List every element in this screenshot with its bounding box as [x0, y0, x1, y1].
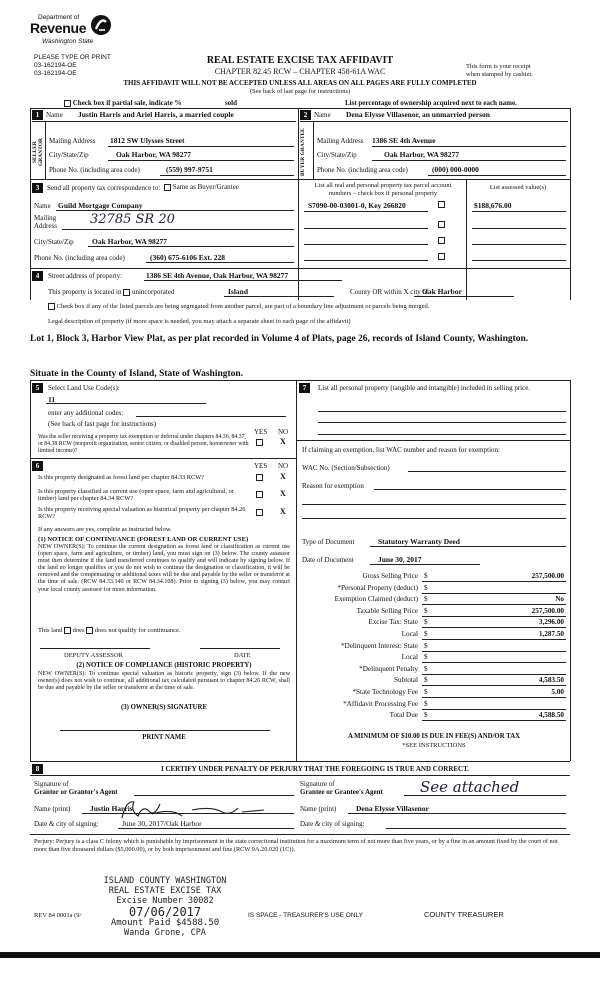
seller-address-label: Mailing Address [49, 137, 96, 145]
seller-address[interactable]: 1812 SW Ulysses Street [110, 136, 185, 145]
corr-name-label: Name [34, 202, 51, 210]
see-instructions: *SEE INSTRUCTIONS [402, 742, 466, 749]
legal-description[interactable]: Lot 1, Block 3, Harbor View Plat, as per plat recorded in Volume 4 of Plats, page 26, records of Island County, Washington. [30, 334, 529, 344]
county-treasurer-label: COUNTY TREASURER [424, 910, 504, 919]
buyer-city-label: City/State/Zip [317, 151, 357, 159]
notice-2-title: (2) NOTICE OF COMPLIANCE (HISTORIC PROPERTY) [76, 662, 252, 669]
s6-yes-header: YES [254, 462, 268, 470]
legal-label: Legal description of property (if more space is needed, you may attach a separate sheet to each page of the affidavit) [48, 318, 351, 325]
section-3-number: 3 [32, 183, 43, 193]
dept-state: Washington State [42, 38, 94, 45]
ownership-note: List percentage of ownership acquired next to each name. [345, 99, 517, 107]
corr-phone[interactable]: (360) 675-6106 Ext. 228 [150, 253, 225, 262]
s6-q1-yes-checkbox[interactable] [256, 474, 263, 481]
grantor-sig-label-2: Grantor or Grantor's Agent [34, 788, 118, 796]
calc-value[interactable]: 3,296.00 [538, 618, 564, 627]
section-6-number: 6 [32, 461, 43, 471]
dept-name: Revenue [30, 20, 87, 36]
calc-value[interactable]: 5.00 [551, 687, 564, 696]
partial-sale-row [64, 99, 237, 107]
does-not-checkbox[interactable] [86, 627, 93, 634]
receipt-line-1: This form is your receipt [466, 63, 531, 70]
calc-currency: $ [424, 676, 428, 685]
calc-value[interactable]: 1,287.50 [538, 629, 564, 638]
form-title: REAL ESTATE EXCISE TAX AFFIDAVIT [206, 55, 394, 66]
grantor-name[interactable]: Justin Harris [90, 804, 133, 813]
parcel-personal-checkbox-2[interactable] [438, 221, 445, 228]
corr-city[interactable]: Oak Harbor, WA 98277 [92, 237, 168, 246]
s6-if-yes: If any answers are yes, complete as instructed below. [38, 526, 172, 533]
calc-label: *State Technology Fee [352, 687, 418, 696]
same-as-buyer-checkbox[interactable] [164, 184, 171, 191]
doc-type[interactable]: Statutory Warranty Deed [378, 537, 460, 546]
calc-currency: $ [424, 664, 428, 673]
doc-date-label: Date of Document [302, 556, 354, 564]
s6-no-header: NO [278, 462, 289, 470]
calc-currency: $ [424, 629, 428, 638]
land-use-yes-header: YES [254, 428, 268, 436]
calc-label: *Delinquent Penalty [359, 664, 418, 673]
print-name-label: PRINT NAME [142, 734, 186, 741]
buyer-side-label: BUYER GRANTEE [300, 128, 306, 176]
seller-phone-label: Phone No. (including area code) [49, 166, 140, 174]
this-land-label: This land [38, 627, 63, 634]
section-1-number: 1 [32, 110, 43, 120]
s6-question-3: Is this property receiving special valuation as historical property per chapter 84.26 RCW? [38, 506, 246, 520]
seller-city[interactable]: Oak Harbor, WA 98277 [116, 150, 192, 159]
section-5-number: 5 [32, 383, 43, 393]
stamp-date: 07/06/2017 [128, 905, 202, 919]
section-8-number: 8 [32, 764, 43, 774]
land-use-see-back: (See back of last page for instructions) [48, 420, 157, 428]
located-row [48, 288, 174, 296]
grantor-name-label: Name (print) [34, 805, 71, 813]
segregated-label: Check box if any of the listed parcels are being segregated from another parcel, are part of a boundary line adjustment or parcels being merged. [56, 303, 430, 310]
dept-line: Department of [38, 14, 80, 21]
form-number-2: 03-162194-OE [34, 70, 77, 77]
grantor-sig-label-1: Signature of [34, 780, 69, 788]
street-label: Street address of property: [48, 272, 123, 280]
s6-q2-yes-checkbox[interactable] [256, 491, 263, 498]
calc-currency: $ [424, 583, 428, 592]
calc-row [300, 607, 566, 619]
s6-question-1: Is this property designated as forest land per chapter 84.33 RCW? [38, 474, 204, 481]
page-bottom-rule [0, 952, 600, 958]
parcel-personal-checkbox-4[interactable] [438, 253, 445, 260]
grantor-date[interactable]: June 30, 2017/Oak Harbor [122, 819, 202, 828]
calc-currency: $ [424, 572, 428, 580]
calc-table [300, 572, 566, 723]
doc-type-label: Type of Document [302, 538, 355, 546]
section-4-number: 4 [32, 271, 43, 281]
calc-value[interactable]: No [555, 595, 564, 604]
warning-line: THIS AFFIDAVIT WILL NOT BE ACCEPTED UNLESS ALL AREAS ON ALL PAGES ARE FULLY COMPLETED [123, 79, 477, 87]
rev-form-number: REV 84 0001a (9/ [34, 912, 82, 919]
same-as-buyer-label: Same as Buyer/Grantee [172, 183, 239, 191]
calc-row [300, 618, 566, 630]
calc-value[interactable]: 257,500.00 [531, 606, 564, 615]
sold-label: sold [224, 99, 238, 107]
same-as-buyer-row [164, 183, 239, 191]
calc-currency: $ [424, 618, 428, 627]
notice-2-body: NEW OWNER(S): To continue special valuation as historic property, sign (3) below. If the new owner(s) does not wish to continue, all additional tax calculated pursuant to chapter 84.26 RCW, shall be due and payable by the seller or transferor at the time of sale. [38, 671, 290, 692]
calc-currency: $ [424, 687, 428, 696]
notice-1-title: (1) NOTICE OF CONTINUANCE (FOREST LAND OR CURRENT USE) [38, 536, 249, 543]
unincorporated-checkbox[interactable] [123, 289, 130, 296]
owner-signature-label: (3) OWNER(S) SIGNATURE [121, 704, 207, 711]
perjury-notice: Perjury: Perjury is a class C felony which is punishable by imprisonment in the state correctional institution for a maximum term of not more than five years, or by a fine in an amount fixed by the court of not more than five thousand dollars ($5,000.00), or by both imprisonment and fine (RCW 9A.20.020 (1C)). [34, 838, 558, 853]
segregated-row [48, 303, 429, 310]
property-county[interactable]: Island [228, 287, 249, 296]
dor-seal-icon [90, 14, 112, 36]
calc-label: Exemption Claimed (deduct) [334, 595, 418, 604]
seller-phone[interactable]: (559) 997-9751 [166, 165, 213, 174]
calc-row [300, 595, 566, 607]
seller-side-label: SELLER GRANTOR [32, 138, 44, 167]
form-number-1: 03-162194-OE [34, 62, 77, 69]
send-correspondence-label: Send all property tax correspondence to: [47, 184, 161, 192]
land-use-label: Select Land Use Code(s): [48, 384, 120, 392]
grantee-date-label: Date & city of signing: [300, 820, 365, 828]
corr-name[interactable]: Guild Mortgage Company [58, 201, 143, 210]
minimum-notice: A MINIMUM OF $10.00 IS DUE IN FEE(S) AND/OR TAX [347, 733, 521, 740]
exemption-no-answer[interactable]: X [280, 437, 286, 446]
stamp-line-1: ISLAND COUNTY WASHINGTON [103, 876, 227, 886]
s6-q3-no-answer[interactable]: X [280, 507, 286, 516]
grantee-signature-handwritten[interactable]: See attached [420, 778, 520, 796]
dor-logo [30, 14, 120, 50]
calc-row [300, 584, 566, 596]
calc-currency: $ [424, 653, 428, 662]
additional-codes-label: enter any additional codes: [48, 409, 124, 417]
continuance-row [38, 627, 181, 634]
calc-value[interactable]: 4,588.50 [538, 711, 564, 720]
receipt-line-2: when stamped by cashier. [466, 71, 533, 78]
section-2-number: 2 [300, 110, 311, 120]
exemption-claim-label: If claiming an exemption, list WAC number and reason for exemption: [302, 446, 500, 454]
calc-row [300, 653, 566, 665]
assessed-value[interactable]: $188,676.00 [474, 201, 512, 210]
notice-1-body: NEW OWNER(S): To continue the current designation as forest land or classification as current use (open space, farm and agriculture, or timber) land, you must sign on (3) below. The county assessor must then determine if the land transferred continues to qualify and will indicate by signing below. If the land no longer qualifies or you do not wish to continue the designation or classification, it will be removed and the compensating or additional taxes will be due and payable by the seller or transferor at the time of sale. (RCW 84.33.140 or RCW 84.34.108). Prior to signing (3) below, you may contact your local county assessor for more information. [38, 544, 290, 593]
s6-q2-no-answer[interactable]: X [280, 489, 286, 498]
calc-row [300, 572, 566, 584]
calc-label: *Affidavit Processing Fee [343, 699, 418, 708]
certify-statement: I CERTIFY UNDER PENALTY OF PERJURY THAT THE FOREGOING IS TRUE AND CORRECT. [160, 765, 469, 773]
segregated-checkbox[interactable] [48, 303, 55, 310]
stamp-line-2: REAL ESTATE EXCISE TAX [108, 886, 222, 896]
property-city[interactable]: Oak Harbor [422, 287, 462, 296]
calc-row [300, 642, 566, 654]
calc-row [300, 688, 566, 700]
land-use-no-header: NO [278, 428, 289, 436]
treasurer-stamp [80, 876, 250, 938]
calc-label: Local [401, 629, 418, 638]
buyer-address[interactable]: 1386 SE 4th Avenue [372, 136, 436, 145]
parcel-personal-checkbox-1[interactable] [438, 201, 445, 208]
doc-date[interactable]: June 30, 2017 [378, 555, 422, 564]
calc-row [300, 711, 566, 723]
reason-label: Reason for exemption [302, 482, 364, 490]
calc-currency: $ [424, 711, 428, 720]
buyer-city[interactable]: Oak Harbor, WA 98277 [384, 150, 460, 159]
property-street[interactable]: 1386 SE 4th Avenue, Oak Harbor, WA 98277 [146, 271, 289, 280]
exemption-question: Was the seller receiving a property tax exemption or deferral under chapters 84.36, 84.37, or 84.38 RCW (nonprofit organization, senior citizen, or disabled person, homeowner with limited income)? [38, 434, 249, 454]
corr-city-label: City/State/Zip [34, 238, 74, 246]
calc-row [300, 665, 566, 677]
grantor-date-label: Date & city of signing: [34, 820, 99, 828]
does-not-label: does not qualify for continuance. [94, 627, 181, 634]
calc-label: Taxable Selling Price [356, 606, 418, 615]
does-label: does [72, 627, 85, 634]
grantee-sig-label-1: Signature of [300, 780, 335, 788]
corr-address-label: Address [34, 222, 57, 230]
parcel-number[interactable]: S7090-00-03001-0, Key 266820 [308, 201, 406, 210]
section-7-number: 7 [299, 383, 310, 393]
stamp-excise-number: Excise Number 30082 [116, 896, 214, 906]
form-chapter: CHAPTER 82.45 RCW – CHAPTER 458-61A WAC [214, 67, 386, 76]
does-checkbox[interactable] [64, 627, 71, 634]
grantee-name-label: Name (print) [300, 805, 337, 813]
partial-sale-checkbox[interactable] [64, 100, 71, 107]
grantee-name[interactable]: Dena Elysse Villasenor [356, 804, 429, 813]
calc-row [300, 700, 566, 712]
calc-label: *Delinquent Interest: State [340, 641, 418, 650]
partial-sale-label: Check box if partial sale, indicate % [72, 99, 182, 107]
unincorporated-label: unincorporated [131, 288, 175, 296]
corr-mailing-label: Mailing [34, 214, 57, 222]
parcel-personal-checkbox-3[interactable] [438, 237, 445, 244]
calc-label: Total Due [389, 711, 418, 720]
deputy-assessor-label: DEPUTY ASSESSOR [64, 652, 123, 659]
seller-name-label: Name [46, 111, 63, 119]
seller-city-label: City/State/Zip [49, 151, 89, 159]
stamp-cashier: Wanda Grone, CPA [124, 928, 206, 938]
calc-row [300, 676, 566, 688]
s6-q1-no-answer[interactable]: X [280, 472, 286, 481]
treasurer-use-only: IS SPACE - TREASURER'S USE ONLY [248, 912, 364, 919]
located-label: This property is located in [48, 288, 122, 296]
buyer-name-label: Name [314, 111, 331, 119]
calc-value[interactable]: 257,500.00 [531, 572, 564, 580]
seller-name[interactable]: Justin Harris and Ariel Harris, a married couple [78, 110, 234, 119]
assessor-date-label: DATE [234, 652, 251, 659]
see-back-line: (See back of last page for instructions) [249, 88, 351, 95]
exemption-yes-checkbox[interactable] [256, 439, 263, 446]
s6-question-2: Is this property classified as current use (open space, farm and agricultural, or timber) land per chapter 84.34 RCW? [38, 488, 234, 502]
calc-label: Subtotal [394, 676, 418, 685]
calc-label: *Personal Property (deduct) [337, 583, 418, 592]
calc-currency: $ [424, 606, 428, 615]
assessed-header: List assessed value(s) [489, 184, 547, 191]
calc-currency: $ [424, 641, 428, 650]
calc-row [300, 630, 566, 642]
calc-currency: $ [424, 595, 428, 604]
buyer-phone[interactable]: (000) 000-0000 [432, 165, 479, 174]
please-print: PLEASE TYPE OR PRINT [34, 54, 111, 61]
calc-label: Excise Tax: State [368, 618, 418, 627]
calc-currency: $ [424, 699, 428, 708]
buyer-address-label: Mailing Address [317, 137, 364, 145]
buyer-phone-label: Phone No. (including area code) [317, 166, 408, 174]
situate-line[interactable]: Situate in the County of Island, State of Washington. [30, 369, 244, 379]
calc-label: Local [401, 653, 418, 662]
corr-address-handwritten[interactable]: 32785 SR 20 [90, 212, 175, 227]
wac-label: WAC No. (Section/Subsection) [302, 464, 390, 472]
s6-q3-yes-checkbox[interactable] [256, 509, 263, 516]
parcels-header: List all real and personal property tax parcel account numbers – check box if personal property [314, 182, 452, 197]
personal-property-label: List all personal property (tangible and intangible) included in selling price. [318, 384, 531, 392]
calc-value[interactable]: 4,583.50 [538, 676, 564, 685]
calc-label: Gross Selling Price [362, 572, 418, 580]
grantee-sig-label-2: Grantee or Grantee's Agent [300, 788, 383, 796]
corr-phone-label: Phone No. (including area code) [34, 254, 125, 262]
stamp-amount: Amount Paid $4588.50 [110, 918, 220, 928]
land-use-code[interactable]: 11 [48, 395, 56, 404]
buyer-name[interactable]: Dena Elysse Villasenor, an unmarried person [346, 110, 490, 119]
county-or-label: County OR within X city of [350, 288, 429, 296]
